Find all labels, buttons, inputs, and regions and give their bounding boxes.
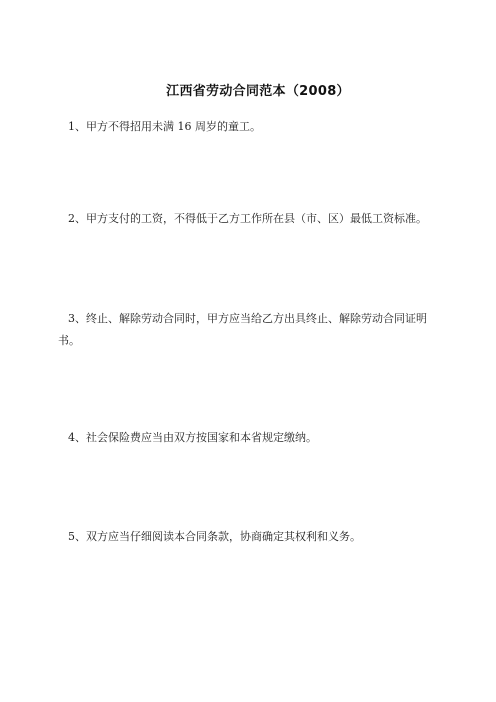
clause-3-line-2: 书。 xyxy=(58,334,80,347)
clause-4: 4、社会保险费应当由双方按国家和本省规定缴纳。 xyxy=(68,431,317,444)
clause-1: 1、甲方不得招用未满 16 周岁的童工。 xyxy=(68,120,261,133)
clause-5: 5、双方应当仔细阅读本合同条款，协商确定其权利和义务。 xyxy=(68,530,361,543)
clause-3 xyxy=(60,308,466,352)
clause-2: 2、甲方支付的工资，不得低于乙方工作所在县（市、区）最低工资标准。 xyxy=(68,212,427,225)
document-title: 江西省劳动合同范本（2008） xyxy=(166,84,350,99)
clause-3-line-1: 3、终止、解除劳动合同时，甲方应当给乙方出具终止、解除劳动合同证明 xyxy=(68,312,427,325)
